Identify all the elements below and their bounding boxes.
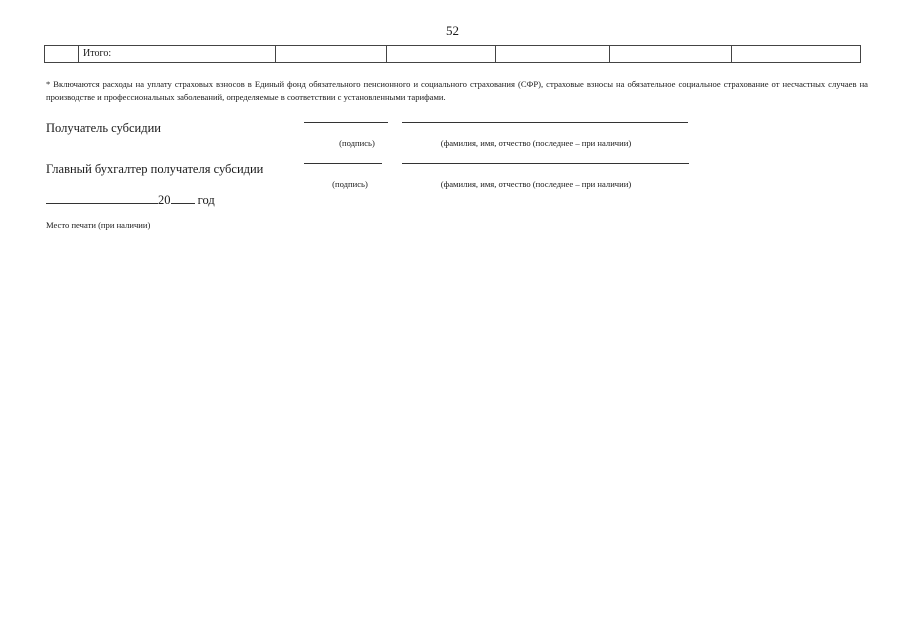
total-value-cell [496,46,610,63]
total-label-cell: Итого: [79,46,276,63]
accountant-signature-caption: (подпись) [332,179,368,189]
recipient-label: Получатель субсидии [46,121,161,135]
recipient-name-line [402,122,688,123]
totals-table [44,45,861,63]
date-day-month-blank [46,191,158,204]
recipient-signature-caption: (подпись) [339,138,375,148]
total-value-cell [387,46,496,63]
totals-row [45,46,861,63]
accountant-name-line [402,163,689,164]
accountant-signature-line [304,163,382,164]
row-number-cell [45,46,79,63]
date-year-blank [171,191,195,204]
total-value-cell [276,46,387,63]
total-value-cell [732,46,861,63]
page-number: 52 [446,23,459,38]
date-year-suffix: год [197,193,215,207]
footnote: * Включаются расходы на уплату страховых взносов в Единый фонд обязательного пенсионного и социального страхования (СФР), страховые взносы на обязательное социальное страхование от несчастных случаев на производстве и профессиональных заболеваний, определяемые в соответствии с установленными тарифами. [46,79,868,102]
date-year-prefix: 20 [158,193,171,207]
recipient-signature-line [304,122,388,123]
stamp-place-note: Место печати (при наличии) [46,220,151,230]
total-value-cell [610,46,732,63]
accountant-name-caption: (фамилия, имя, отчество (последнее – при наличии) [440,179,632,189]
date-line [46,191,215,208]
accountant-label: Главный бухгалтер получателя субсидии [46,162,264,176]
recipient-name-caption: (фамилия, имя, отчество (последнее – при наличии) [440,138,632,148]
